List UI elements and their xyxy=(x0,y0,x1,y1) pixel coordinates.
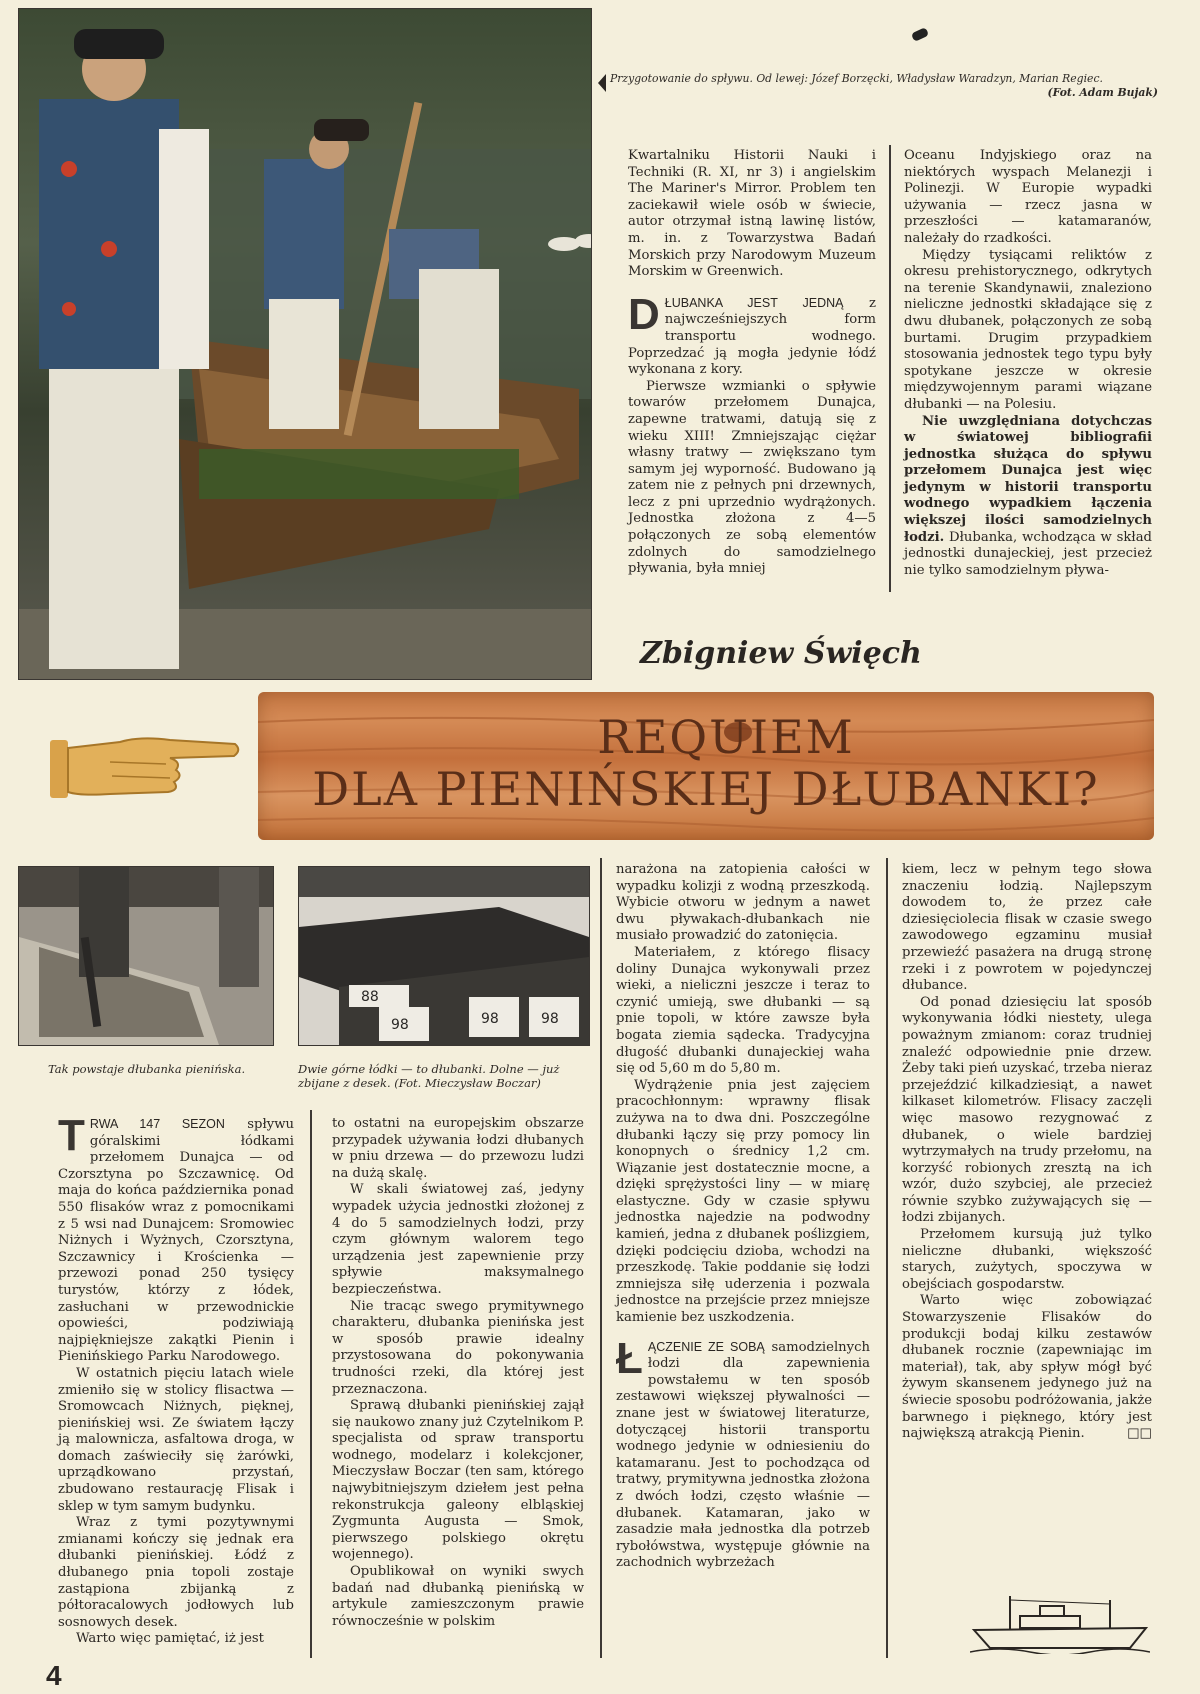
author-name: Zbigniew Święch xyxy=(640,636,922,671)
col1-p4: Warto więc pamiętać, iż jest xyxy=(76,1631,264,1647)
col2-p2: W skali światowej zaś, jedyny wypadek użycia jednostki złożonej z 4 do 5 samodzielnych łodzi, przy czym głównym walorem tego urządzenia jest zapewnienie przy spływie maksymalnego bezpieczeństwa. xyxy=(332,1182,584,1297)
page-number: 4 xyxy=(46,1660,62,1691)
top-photo-caption xyxy=(610,72,1158,100)
boat-label-4: 98 xyxy=(541,1011,559,1027)
boat-label-2: 98 xyxy=(391,1017,409,1033)
main-photo-raftsmen xyxy=(18,8,592,680)
col4-p2: Od ponad dziesięciu lat sposób wykonywania łódki niestety, ulega poważnym zmianom: coraz trudniej znaleźć odpowiednie pnie drzew. Żeby taki pień uzyskać, trzeba nieraz przejeździć kilkadziesiąt, a nawet kilkaset kilometrów. Flisacy zaczęli więc masowo rezygnować z dłubanek, o wiele bardziej wytrzymałych na trudy przełomu, na korzyść robionych zresztą na ich wzór, dużo szybciej, ale przecież równie szybko zużywających się — łodzi zbijanych. xyxy=(902,994,1152,1226)
caption-right-photo-credit: (Fot. Mieczysław Boczar) xyxy=(394,1076,541,1090)
col1-p1-text: spływu góralskimi łódkami przełomem Dunajca — od Czorsztyna po Szczawnicę. Od maja do końca października ponad 550 flisaków wraz z pomocnikami z 5 wsi nad Dunajcem: Sromowiec Niżnych i Wyżnych, Czorsztyna, Szczawnicy i Krościenka — przewozi ponad 250 tysięcy turystów, którzy z łódek, zasłuchani w przewodnickie opowieści, podziwiają najpiękniejsze zakątki Pienin i Pienińskiego Parku Narodowego. xyxy=(58,1117,294,1365)
title-wood-board xyxy=(258,692,1154,840)
caption-left-photo: Tak powstaje dłubanka pienińska. xyxy=(48,1062,246,1076)
bottom-column-2 xyxy=(332,1116,584,1630)
col1-p1-caps: RWA 147 SEZON xyxy=(89,1117,225,1131)
col3-p2: Materiałem, z którego flisacy doliny Dunajca wykonywali przez wieki, a nieliczni jeszcze i teraz to czynić umieją, swe dłubanki — są pnie topoli, w które zawsze była bogata ziemia sądecka. Tradycyjna długość dłubanki dunajeckiej waha się od 5,60 m do 5,80 m. xyxy=(616,944,870,1077)
caption-right-photo xyxy=(298,1062,590,1090)
bottom-rule-3 xyxy=(886,858,888,1658)
col1-p2: W ostatnich pięciu latach wiele zmieniło się w stolicy flisactwa — Sromowcach Niżnych, pięknej, pienińskiej wsi. Ze światem łączy ją malownicza, asfaltowa droga, w domach zaświeciły się żarówki, uprządkowano przystań, zbudowano restaurację Flisak i sklep w tym samym budynku. xyxy=(58,1365,294,1514)
boat-label-3: 98 xyxy=(481,1011,499,1027)
print-mark xyxy=(911,27,929,42)
end-mark: □□ xyxy=(1127,1426,1152,1442)
bottom-column-3 xyxy=(616,862,870,1572)
col2-p5: Opublikował on wyniki swych badań nad dłubanką pienińską w artykule zamieszczonym prawie równocześnie w polskim xyxy=(332,1564,584,1629)
title-line-1: REQUIEM xyxy=(597,710,855,764)
top-column-rule xyxy=(889,145,891,592)
dropcap-d: D xyxy=(628,289,660,339)
top-col2-p1: Oceanu Indyjskiego oraz na niektórych wyspach Melanezji i Polinezji. W Europie wypadki używania — rzecz jasna w przeszłości — katamaranów, należały do rzadkości. xyxy=(904,148,1152,246)
col2-p3: Nie tracąc swego prymitywnego charakteru, dłubanka pienińska jest w sposób prawie idealny przystosowana do pokonywania trudności rzeki, dla której jest przeznaczona. xyxy=(332,1298,584,1397)
col1-p1 xyxy=(58,1111,294,1366)
top-text-column-2 xyxy=(904,148,1152,579)
col3-p3: Wydrążenie pnia jest zajęciem pracochłonnym: wprawny flisak zużywa na to dwa dni. Poszczególne dłubanki łączy się przy pomocy lin konopnych o średnicy 1,2 cm. Wiązanie jest dostatecznie mocne, a dzięki sprężystości liny — w miarę elastyczne. Gdy w czasie spływu jednostka najedzie na podwodny kamień, jedna z dłubanek poślizgiem, dzięki podcięciu dzioba, wchodzi na przeszkodę. Takie poddanie się łodzi zmniejsza siłę uderzenia i pozwala jednostce na przejście przez mniejsze kamienie bez uszkodzenia. xyxy=(616,1077,870,1326)
col4-p4-text: Warto więc zobowiązać Stowarzyszenie Flisaków do produkcji bodaj kilku zestawów dłubanek rocznie (zapewniając im materiał), tak, aby spływ mógł być żywym skansenem jedynego już na świecie sposobu podróżowania, jakże barwnego i pięknego, który jest największą atrakcją Pienin. xyxy=(902,1293,1152,1442)
top-col2-p2: Między tysiącami reliktów z okresu prehistorycznego, odkrytych na terenie Skandynawii, znaleziono nieliczne jednostki składające się z dwu dłubanek, połączonych ze sobą burtami. Drugim przypadkiem stosowania jednostek tego typu były spotykane jeszcze w okresie międzywojennym parami wiązane dłubanki — na Polesiu. xyxy=(904,247,1152,412)
col4-p1: kiem, lecz w pełnym tego słowa znaczeniu łodzią. Najlepszym dowodem to, że przez całe dziesięciolecia flisak w czasie swego zawodowego egzaminu musiał przewieźć pasażera na drugą stronę rzeki i z powrotem w pojedynczej dłubance. xyxy=(902,862,1152,994)
top-col1-p2-text: z najwcześniejszych form transportu wodnego. Poprzedzać ją mogła jedynie łódź wykonana z kory. xyxy=(628,295,876,378)
dropcap-l: Ł xyxy=(616,1333,643,1383)
caption-arrow-icon xyxy=(598,74,606,92)
bottom-column-1 xyxy=(58,1111,294,1648)
top-col2-p3-bold: Nie uwzględniana dotychczas w światowej bibliografii jednostka służąca do spływu przełomem Dunajca jest więc jedynym w historii transportu wodnego wypadkiem łączenia większej ilości samodzielnych łodzi. xyxy=(904,413,1152,545)
top-photo-caption-credit: (Fot. Adam Bujak) xyxy=(1047,86,1158,99)
top-col1-p2 xyxy=(628,289,876,379)
col3-p1: narażona na zatopienia całości w wypadku kolizji z wodną przeszkodą. Wybicie otworu w jednym a nawet dwu pływakach-dłubankach nie musiało prowadzić do zatonięcia. xyxy=(616,862,870,944)
bottom-rule-2 xyxy=(600,858,602,1658)
title-line-2: DLA PIENIŃSKIEJ DŁUBANKI? xyxy=(312,762,1100,816)
col2-p1: to ostatni na europejskim obszarze przypadek używania łodzi dłubanych w pniu drzewa — do przewozu ludzi na dużą skalę. xyxy=(332,1116,584,1181)
pointing-hand-icon xyxy=(50,722,240,812)
col3-p4-text: samodzielnych łodzi dla zapewnienia powstałemu w ten sposób zestawowi większej pływalności — znane jest w światowej literaturze, dotyczącej historii transportu wodnego jedynie w odniesieniu do katamaranu. Jest to pochodząca od tratwy, prymitywna jednostka złożona z dwóch łodzi, często właśnie — dłubanek. Katamaran, jako w zasadzie mała jednostka dla potrzeb rybołówstwa, występuje głównie na zachodnich wybrzeżach xyxy=(616,1339,870,1571)
bottom-rule-1 xyxy=(310,1110,312,1658)
col3-p4 xyxy=(616,1333,870,1572)
boat-label-1: 88 xyxy=(361,989,379,1005)
dropcap-t: T xyxy=(58,1111,85,1160)
col4-p3: Przełomem kursują już tylko nieliczne dłubanki, większość starych, zużytych, spoczywa w obejściach gospodarstw. xyxy=(902,1227,1152,1292)
col4-p4 xyxy=(902,1293,1152,1442)
top-col2-p3-text: Dłubanka, wchodząca w skład jednostki dunajeckiej, jest przecież nie tylko samodzielnym pływa- xyxy=(904,529,1152,578)
photo-boats-labelled xyxy=(298,866,590,1046)
top-col2-p3 xyxy=(904,414,1152,580)
photo-carving-dugout xyxy=(18,866,274,1046)
col1-p3: Wraz z tymi pozytywnymi zmianami kończy się jednak era dłubanki pienińskiej. Łódź z dłubanego pnia topoli zostaje zastąpiona zbijanką z półtoracalowych jodłowych lub sosnowych desek. xyxy=(58,1515,294,1630)
bottom-column-4 xyxy=(902,862,1152,1443)
main-photo-illustration xyxy=(19,9,591,679)
top-text-column-1 xyxy=(628,148,876,578)
top-col1-p2-caps: ŁUBANKA JEST JEDNĄ xyxy=(664,295,844,310)
col2-p4: Sprawą dłubanki pienińskiej zajął się naukowo znany już Czytelnikom P. specjalista od spraw transportu wodnego, modelarz i kolekcjoner, Mieczysław Boczar (ten sam, którego najwybitniejszym dziełem jest pełna rekonstrukcja galeony elbląskiej Zygmunta Augusta — Smok, pierwszego polskiego okrętu wojennego). xyxy=(332,1398,584,1563)
caption-right-photo-text: Dwie górne łódki — to dłubanki. Dolne — już zbijane z desek. xyxy=(298,1062,560,1090)
ship-drawing-icon xyxy=(970,1590,1150,1654)
col3-p4-caps: ĄCZENIE ZE SOBĄ xyxy=(647,1339,765,1354)
top-col1-p3: Pierwsze wzmianki o spływie towarów przełomem Dunajca, zapewne tratwami, datują się z wieku XIII! Zmniejszając ciężar własny tratwy — zwiększano tym samym jej wyporność. Budowano ją zatem nie z pełnych pni drzewnych, lecz z pni uprzednio wydrążonych. Jednostka złożona z 4—5 połączonych ze sobą elementów zdolnych do samodzielnego pływania, była mniej xyxy=(628,378,876,577)
top-col1-p1: Kwartalniku Historii Nauki i Techniki (R. XI, nr 3) i angielskim The Mariner's Mirror. Problem ten zaciekawił wiele osób w świecie, autor otrzymał istną lawinę listów, m. in. z Towarzystwa Badań Morskich przy Narodowym Muzeum Morskim w Greenwich. xyxy=(628,148,876,280)
top-photo-caption-text: Przygotowanie do spływu. Od lewej: Józef Borzęcki, Władysław Waradzyn, Marian Regiec. xyxy=(610,72,1103,85)
